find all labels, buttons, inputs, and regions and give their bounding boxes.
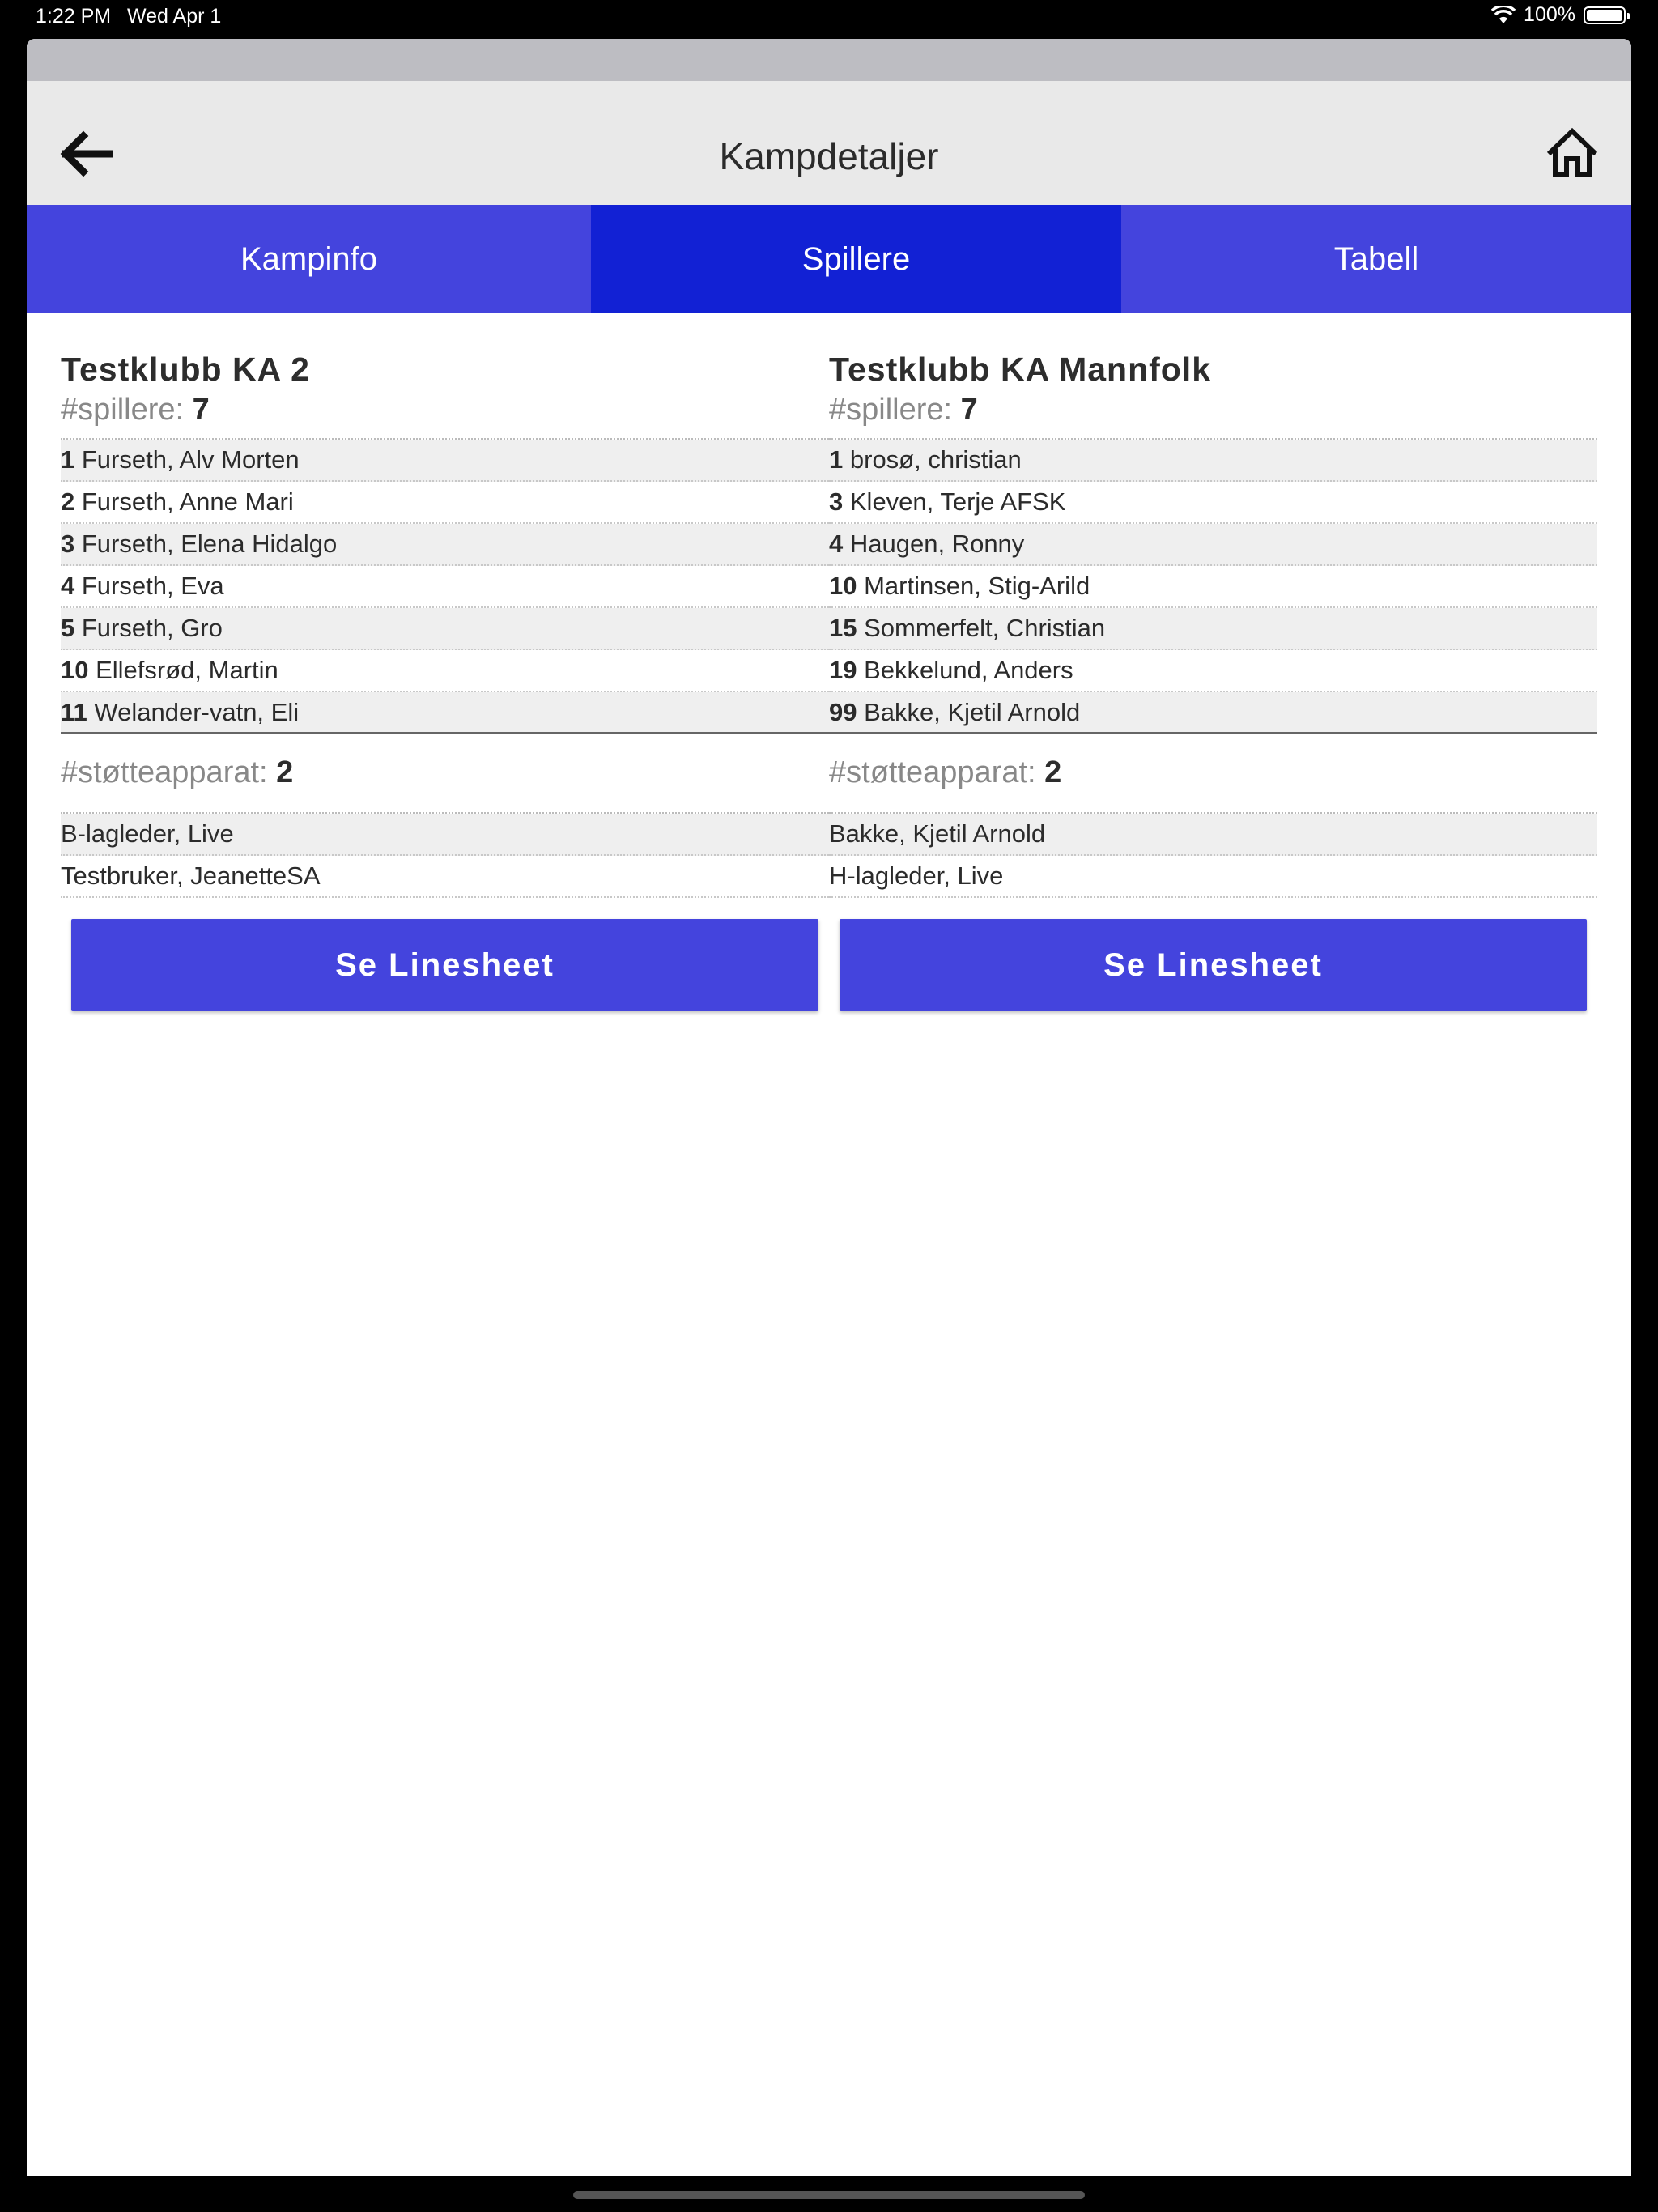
support-count — [61, 734, 829, 812]
support-row[interactable]: Bakke, Kjetil Arnold — [829, 814, 1597, 856]
player-number: 10 — [829, 572, 857, 600]
player-row[interactable] — [829, 650, 1597, 692]
player-list — [61, 438, 829, 734]
home-indicator[interactable] — [573, 2191, 1085, 2199]
player-row[interactable] — [829, 608, 1597, 650]
player-row[interactable] — [61, 650, 829, 692]
support-list — [61, 812, 829, 898]
linesheet-buttons — [61, 919, 1597, 1011]
player-row[interactable] — [829, 524, 1597, 566]
player-number: 1 — [829, 445, 844, 474]
nav-bar — [27, 81, 1631, 205]
tab-spillere[interactable]: Spillere — [591, 205, 1121, 313]
player-name: Furseth, Anne Mari — [81, 487, 294, 516]
home-icon[interactable] — [1544, 126, 1601, 180]
player-row[interactable] — [61, 482, 829, 524]
player-name: Bekkelund, Anders — [864, 656, 1073, 684]
player-list — [829, 438, 1597, 734]
status-date: Wed Apr 1 — [127, 5, 222, 28]
player-number: 19 — [829, 656, 857, 684]
player-number: 15 — [829, 614, 857, 642]
player-row[interactable] — [829, 566, 1597, 608]
player-name: Martinsen, Stig-Arild — [864, 572, 1090, 600]
player-name: Haugen, Ronny — [849, 530, 1025, 558]
team-name: Testklubb KA 2 — [61, 351, 310, 388]
tab-bar — [27, 205, 1631, 313]
player-row[interactable] — [829, 482, 1597, 524]
player-row[interactable] — [61, 608, 829, 650]
player-name: Welander-vatn, Eli — [94, 698, 300, 726]
player-row[interactable] — [829, 692, 1597, 734]
team-columns — [61, 313, 1597, 898]
player-number: 10 — [61, 656, 89, 684]
team-column-away — [829, 313, 1597, 898]
players-count — [61, 393, 829, 438]
support-count-value: 2 — [276, 755, 294, 789]
player-name: Furseth, Elena Hidalgo — [81, 530, 338, 558]
support-count-value: 2 — [1044, 755, 1062, 789]
team-name: Testklubb KA Mannfolk — [829, 351, 1211, 388]
player-number: 5 — [61, 614, 75, 642]
player-row[interactable] — [61, 566, 829, 608]
player-row[interactable] — [61, 524, 829, 566]
player-number: 99 — [829, 698, 857, 726]
support-list — [829, 812, 1597, 898]
player-name: Kleven, Terje AFSK — [849, 487, 1066, 516]
support-row[interactable]: B-lagleder, Live — [61, 814, 829, 856]
player-number: 1 — [61, 445, 75, 474]
page-title: Kampdetaljer — [719, 135, 939, 177]
player-number: 3 — [829, 487, 844, 516]
battery-icon — [1584, 6, 1626, 24]
support-count-label: #støtteapparat: — [829, 755, 1036, 789]
tab-kampinfo[interactable]: Kampinfo — [240, 240, 377, 277]
tab-tabell[interactable]: Tabell — [1333, 240, 1419, 277]
player-name: Sommerfelt, Christian — [864, 614, 1106, 642]
player-name: Furseth, Gro — [81, 614, 223, 642]
status-time: 1:22 PM — [36, 5, 112, 28]
linesheet-button-wrap — [829, 919, 1597, 1011]
support-row[interactable]: Testbruker, JeanetteSA — [61, 856, 829, 898]
player-number: 2 — [61, 487, 75, 516]
player-name: Furseth, Alv Morten — [81, 445, 300, 474]
players-count-label: #spillere: — [829, 393, 953, 427]
player-name: Bakke, Kjetil Arnold — [864, 698, 1081, 726]
content — [27, 313, 1631, 1011]
players-count — [829, 393, 1597, 438]
player-number: 3 — [61, 530, 75, 558]
status-right — [1491, 3, 1626, 27]
linesheet-button-home[interactable]: Se Linesheet — [71, 919, 818, 1011]
support-count-label: #støtteapparat: — [61, 755, 268, 789]
sheet-top-bar — [27, 39, 1631, 81]
players-count-value: 7 — [192, 393, 210, 427]
player-number: 11 — [61, 698, 87, 726]
player-number: 4 — [61, 572, 75, 600]
linesheet-button-wrap — [61, 919, 829, 1011]
player-number: 4 — [829, 530, 844, 558]
app-window — [27, 39, 1631, 2176]
player-name: brosø, christian — [849, 445, 1022, 474]
support-count — [829, 734, 1597, 812]
linesheet-button-away[interactable]: Se Linesheet — [840, 919, 1587, 1011]
players-count-label: #spillere: — [61, 393, 185, 427]
player-row[interactable] — [829, 440, 1597, 482]
support-row[interactable]: H-lagleder, Live — [829, 856, 1597, 898]
team-column-home — [61, 313, 829, 898]
battery-percent: 100% — [1524, 3, 1575, 26]
players-count-value: 7 — [960, 393, 978, 427]
wifi-icon — [1491, 6, 1516, 25]
status-bar — [0, 0, 1658, 34]
player-row[interactable] — [61, 692, 829, 734]
player-name: Furseth, Eva — [81, 572, 224, 600]
player-name: Ellefsrød, Martin — [96, 656, 278, 684]
player-row[interactable] — [61, 440, 829, 482]
